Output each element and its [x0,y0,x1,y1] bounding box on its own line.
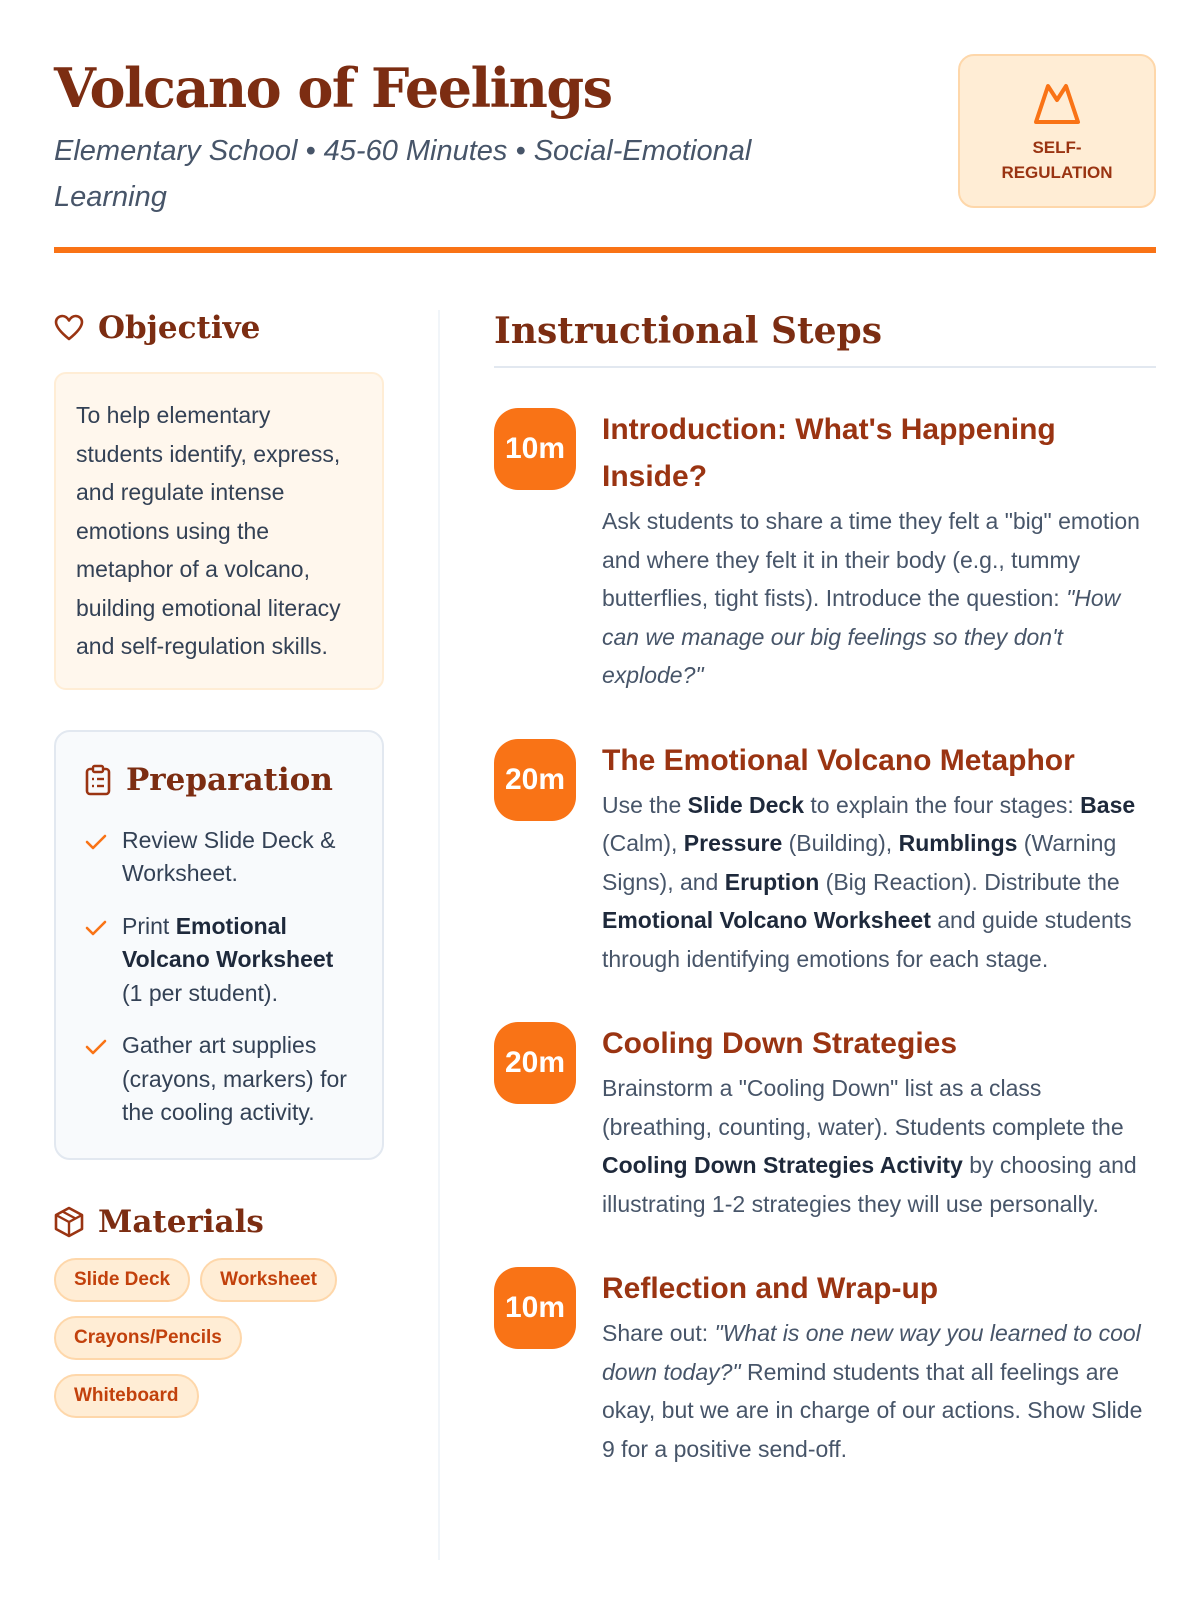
objective-heading-label: Objective [98,310,261,346]
preparation-item [84,910,358,1011]
volcano-icon [1032,80,1082,126]
step-item [494,406,1156,695]
box-icon [54,1206,84,1238]
text-fragment: by choosing and illustrating 1-2 strategies they will use personally. [602,1152,1137,1217]
quote-text: "How can we manage our big feelings so they don't explode?" [602,585,1121,688]
preparation-item [84,824,358,891]
text-fragment: Use the [602,791,688,818]
material-tag: Worksheet [200,1258,337,1302]
material-tag: Crayons/Pencils [54,1316,242,1360]
check-icon [84,1029,122,1130]
step-description [602,1314,1156,1468]
header-divider [54,247,1156,253]
step-item [494,737,1156,979]
text-fragment: Brainstorm a "Cooling Down" list as a class (breathing, counting, water). Students complete the [602,1075,1124,1140]
emphasis-text: Rumblings [898,830,1018,856]
materials-heading [54,1204,384,1240]
check-icon [84,910,122,1011]
text-fragment: (Calm), [602,830,684,856]
step-description [602,1069,1156,1223]
step-description [602,786,1156,979]
emphasis-text: Base [1080,791,1136,818]
text-fragment: and guide students through identifying emotions for each stage. [602,907,1132,972]
text-fragment: to explain the four stages: [804,791,1081,818]
category-badge [958,54,1156,208]
main-content [494,310,1156,1468]
step-duration-badge: 10m [494,1267,576,1349]
step-title: The Emotional Volcano Metaphor [602,743,1075,777]
materials-heading-label: Materials [98,1203,264,1240]
emphasis-text: Pressure [683,830,783,856]
steps-heading: Instructional Steps [494,310,1156,368]
text-fragment: Gather art supplies (crayons, markers) for the cooling activity. [122,1032,347,1125]
text-fragment: Share out: [602,1320,715,1346]
preparation-section [54,730,384,1160]
emphasis-text: Slide Deck [687,791,804,818]
text-fragment: Review Slide Deck & Worksheet. [122,826,336,886]
step-duration-badge: 10m [494,408,576,490]
page-title: Volcano of Feelings [54,56,612,120]
emphasis-text: Cooling Down Strategies Activity [602,1152,963,1178]
emphasis-text: Emotional Volcano Worksheet [602,907,931,933]
preparation-heading [84,762,358,798]
text-fragment: Print [122,912,176,939]
clipboard-icon [84,764,112,796]
lesson-header [54,54,1156,254]
emphasis-text: Eruption [724,868,820,895]
emphasis-text: Emotional Volcano Worksheet [122,912,334,972]
badge-label: SELF-REGULATION [1001,138,1113,182]
text-fragment: Remind students that all feelings are okay, but we are in charge of our actions. Show Slide 9 for a positive send-off. [602,1358,1143,1462]
steps-list [494,406,1156,1468]
text-fragment: (Big Reaction). Distribute the [819,868,1120,895]
text-fragment: (1 per student). [122,979,278,1006]
preparation-item-text [122,1029,358,1130]
step-title: Reflection and Wrap-up [602,1272,939,1305]
sidebar [54,310,384,1432]
objective-text: To help elementary students identify, express, and regulate intense emotions using the metaphor of a volcano, building emotional literacy and self-regulation skills. [54,372,384,690]
objective-section [54,310,384,690]
preparation-item-text [122,910,358,1011]
step-item [494,1020,1156,1223]
preparation-list [84,824,358,1130]
text-fragment: Ask students to share a time they felt a "big" emotion and where they felt it in their body (e.g., tummy butterflies, tight fists). Introduce the question: [602,508,1140,611]
preparation-item [84,1029,358,1130]
step-title: Introduction: What's Happening Inside? [602,413,1056,493]
column-divider [438,310,440,1560]
preparation-item-text [122,824,358,891]
material-tag: Whiteboard [54,1374,199,1418]
objective-heading [54,310,384,346]
text-fragment: (Warning Signs), and [602,830,1117,895]
step-description [602,502,1156,695]
text-fragment: (Building), [782,830,899,856]
materials-tags [54,1258,384,1432]
check-icon [84,824,122,891]
heart-icon [54,314,84,342]
step-duration-badge: 20m [494,739,576,821]
material-tag: Slide Deck [54,1258,190,1302]
step-title: Cooling Down Strategies [602,1027,958,1060]
step-item [494,1265,1156,1468]
materials-section [54,1204,384,1432]
lesson-subtitle: Elementary School • 45-60 Minutes • Social-Emotional Learning [54,135,752,213]
preparation-heading-label: Preparation [126,761,333,798]
quote-text: "What is one new way you learned to cool down today?" [602,1320,1141,1385]
step-duration-badge: 20m [494,1022,576,1104]
